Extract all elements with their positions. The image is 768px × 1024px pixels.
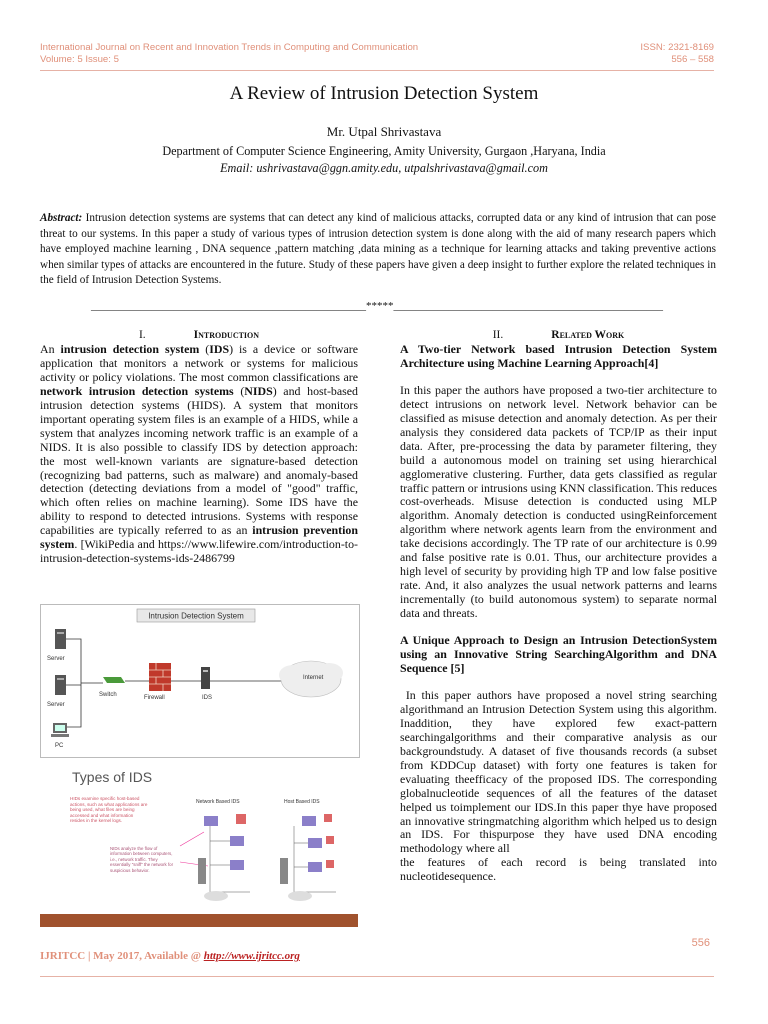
network-ids-diagram bbox=[198, 814, 250, 901]
page-number: 556 bbox=[691, 937, 710, 949]
author-affiliation: Department of Computer Science Engineering, Amity University, Gurgaon ,Haryana, India bbox=[162, 144, 606, 158]
section-separator: __________________________________________________*****_________________________________________________ bbox=[91, 300, 663, 312]
figure2-title: Types of IDS bbox=[72, 769, 153, 785]
page-range: 556 – 558 bbox=[671, 54, 714, 65]
related-paragraph-3: the features of each record is being translated into nucleotidesequence. bbox=[400, 855, 717, 884]
server-icon bbox=[55, 629, 66, 649]
server-icon bbox=[55, 675, 66, 695]
ids-network-figure bbox=[40, 604, 360, 758]
volume-issue: Volume: 5 Issue: 5 bbox=[40, 54, 119, 65]
left-column bbox=[40, 329, 358, 566]
ids-network-diagram bbox=[41, 605, 359, 757]
footer-rule bbox=[40, 976, 714, 977]
firewall-icon bbox=[149, 663, 171, 691]
section-title: Introduction bbox=[193, 329, 260, 341]
figure1-title: Intrusion Detection System bbox=[148, 611, 244, 621]
label-internet: Internet bbox=[303, 675, 324, 681]
journal-name: International Journal on Recent and Innovation Trends in Computing and Communication bbox=[40, 42, 419, 53]
related-work-heading bbox=[400, 329, 717, 343]
related-paragraph-2: In this paper authors have proposed a novel string searching algorithmand an Intrusion Detection System using this algorithm. Inaddition, they have explored few exact-pattern searchingalgorithms and their comparative analysis as our backgroundstudy. A dataset of five thousands records (a subset from KDDCup dataset) with forty one features is taken for evaluating theefficacy of the proposed IDS. The corresponding globalnucleotide sequences of all the features of the dataset helped us toimplement our IDS.In this paper thye have proposed an innovative stringmatching algorithm which helped us to design an IDS. For thispurpose they have used DNA encoding methodology where all bbox=[400, 687, 720, 856]
subsection-heading-2: A Unique Approach to Design an Intrusion DetectionSystem using an Innovative String SearchingAlgorithm and DNA Sequence [5] bbox=[400, 633, 717, 675]
label-server-2: Server bbox=[47, 702, 65, 708]
footer-text: IJRITCC | May 2017, Available @ bbox=[40, 950, 204, 962]
section-number: II. bbox=[492, 329, 504, 341]
label-server: Server bbox=[47, 656, 65, 662]
label-firewall: Firewall bbox=[144, 695, 165, 701]
abstract-label: Abstract: bbox=[40, 212, 83, 224]
host-ids-diagram bbox=[280, 814, 336, 901]
ids-icon bbox=[201, 667, 210, 689]
abstract bbox=[40, 211, 716, 289]
issn: ISSN: 2321-8169 bbox=[640, 42, 714, 53]
subsection-heading-1: A Two-tier Network based Intrusion Detection System Architecture using Machine Learning Approach[4] bbox=[400, 341, 717, 370]
abstract-text: Intrusion detection systems are systems that can detect any kind of malicious attacks, corrupted data or any kind of intrusion that can pose threat to our systems. In this paper a study of various types of intrusion detection system is done along with the aid of many research papers which have employed machine learning , DNA sequence ,pattern matching ,data mining as a technique for learning attacks and taking preventive actions when similar types of attacks are encountered in the future. Study of these papers have given a deep insight to further explore the related techniques in the field of Intrusion Detection Systems. bbox=[40, 212, 717, 286]
header-left bbox=[40, 42, 418, 66]
header-rule bbox=[40, 70, 714, 71]
right-column bbox=[400, 329, 720, 884]
header-right bbox=[640, 42, 714, 66]
paper-title: A Review of Intrusion Detection System bbox=[229, 83, 539, 104]
footer-link[interactable]: http://www.ijritcc.org bbox=[203, 950, 300, 962]
label-switch: Switch bbox=[99, 692, 117, 698]
introduction-heading bbox=[40, 329, 358, 343]
label-pc: PC bbox=[55, 743, 64, 749]
introduction-text: An intrusion detection system (IDS) is a device or software application that monitors a network or systems for malicious activity or policy violations. The most common classifications are network intrusion detection systems (NIDS) and host-based intrusion detection systems (HIDS). A system that monitors important operating system files is an example of a HIDS, while a system that analyzes incoming network traffic is an example of a NIDS. It is also possible to classify IDS by detection approach: the most well-known variants are signature-based detection (recognizing bad patterns, such as malware) and anomaly-based detection (detecting deviations from a model of "good" traffic, which often relies on machine learning). Some IDS have the ability to respond to detected intrusions. Systems with response capabilities are typically referred to as an intrusion prevention system. [WikiPedia and https://www.lifewire.com/introduction-to-intrusion-detection-systems-ids-2486799 bbox=[40, 341, 358, 566]
types-of-ids-diagram bbox=[40, 762, 358, 927]
pc-icon bbox=[51, 723, 69, 737]
section-title: Related Work bbox=[551, 329, 625, 341]
section-number: I. bbox=[138, 329, 146, 341]
author-name: Mr. Utpal Shrivastava bbox=[326, 124, 442, 139]
switch-icon bbox=[103, 677, 125, 683]
author-email: Email: ushrivastava@ggn.amity.edu, utpalshrivastava@gmail.com bbox=[220, 161, 548, 175]
hids-note: HIDs examine specific host-based actions, such as what applications are being used, what files are being accessed and what information resides in the kernel logs. bbox=[70, 796, 148, 824]
nids-note: NIDs analyze the flow of information between computers, i.e., network traffic. They essentially "sniff" the network for suspicious behavior. bbox=[110, 846, 174, 873]
host-ids-label: Host Based IDS bbox=[284, 799, 320, 805]
types-of-ids-figure bbox=[40, 762, 358, 927]
network-ids-label: Network Based IDS bbox=[196, 799, 240, 805]
label-ids: IDS bbox=[202, 695, 213, 701]
figure-bottom-bar bbox=[40, 914, 358, 927]
footer bbox=[40, 950, 300, 962]
related-paragraph-1: In this paper the authors have proposed a two-tier architecture to detect intrusions on network level. Network behavior can be classified as misuse detection and anomaly detection. As per their analysis they considered data packets of TCP/IP as their input data. After, pre-processing the data by parameter filtering, they build a autonomous model on training set using hierarchical agglomerative clustering. Further, data gets classified as regular traffic pattern or intrusions using KNN classification. This reduces cost-overheads. Misuse detection is conducted using MLP algorithm. Anomaly detection is conducted usingReinforcement algorithm where network agents learn from the environment and take decisions accordingly. The TP rate of our architecture is 0.99 and false positive rate is 0.01. Thus, our architecture provides a high level of security by providing high TP and low false positive rate. And, it also analyzes the usual network patterns and learns incrementally (to build autonomous system) to separate normal data and threats. bbox=[400, 382, 717, 621]
